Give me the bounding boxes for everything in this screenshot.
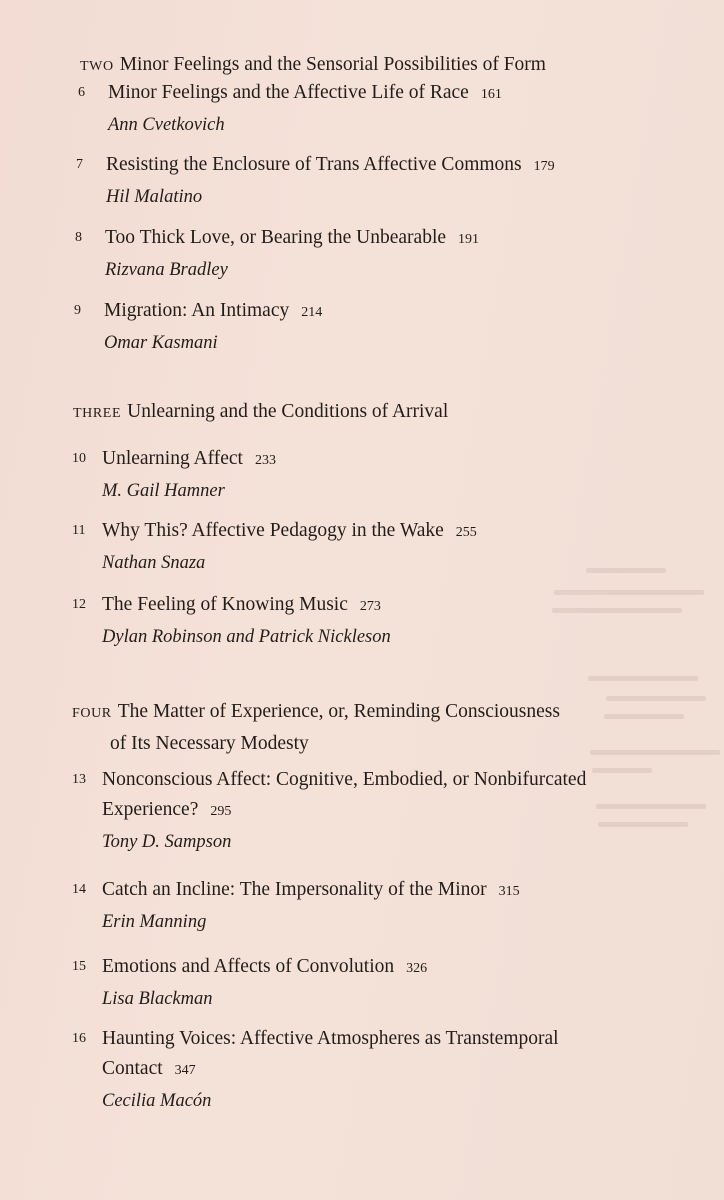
chapter-title-continued: Experience? bbox=[102, 799, 199, 820]
chapter-number: 7 bbox=[76, 157, 83, 172]
chapter-title: Resisting the Enclosure of Trans Affective Commons bbox=[106, 154, 522, 175]
chapter-number: 14 bbox=[72, 882, 86, 897]
chapter-number: 8 bbox=[75, 230, 82, 245]
chapter-number: 13 bbox=[72, 772, 86, 787]
part-label: TWO bbox=[80, 59, 114, 74]
chapter-title: Why This? Affective Pedagogy in the Wake bbox=[102, 520, 444, 541]
chapter-title-continued: Contact bbox=[102, 1058, 163, 1079]
chapter-author: Cecilia Macón bbox=[102, 1091, 212, 1111]
chapter-author: Dylan Robinson and Patrick Nickleson bbox=[102, 627, 391, 647]
chapter-number: 6 bbox=[78, 85, 85, 100]
part-label: THREE bbox=[73, 406, 122, 421]
part-title: The Matter of Experience, or, Reminding Consciousness bbox=[117, 701, 560, 722]
page-number: 191 bbox=[458, 232, 480, 247]
chapter-author: Hil Malatino bbox=[106, 187, 203, 207]
page-number: 255 bbox=[455, 525, 477, 540]
chapter-author: Ann Cvetkovich bbox=[108, 115, 225, 135]
page-number: 161 bbox=[480, 87, 502, 102]
chapter-title: Nonconscious Affect: Cognitive, Embodied, or Nonbifurcated bbox=[102, 769, 587, 790]
chapter-number: 11 bbox=[72, 523, 86, 538]
chapter-number: 16 bbox=[72, 1031, 86, 1046]
page-number: 273 bbox=[359, 599, 381, 614]
page-number: 214 bbox=[301, 305, 323, 320]
chapter-author: Erin Manning bbox=[102, 912, 207, 932]
page-number: 179 bbox=[533, 159, 555, 174]
chapter-author: Nathan Snaza bbox=[102, 553, 206, 573]
part-label: FOUR bbox=[72, 706, 112, 721]
part-title: Minor Feelings and the Sensorial Possibilities of Form bbox=[119, 54, 546, 75]
chapter-number: 12 bbox=[72, 597, 86, 612]
chapter-title: Minor Feelings and the Affective Life of Race bbox=[108, 82, 469, 103]
page-number: 326 bbox=[406, 961, 428, 976]
chapter-author: Tony D. Sampson bbox=[102, 832, 232, 852]
page-number: 347 bbox=[174, 1063, 196, 1078]
chapter-title: Unlearning Affect bbox=[102, 448, 243, 469]
chapter-number: 9 bbox=[74, 303, 81, 318]
chapter-title: Migration: An Intimacy bbox=[104, 300, 290, 321]
chapter-number: 15 bbox=[72, 959, 86, 974]
page-number: 295 bbox=[210, 804, 232, 819]
chapter-number: 10 bbox=[72, 451, 86, 466]
page-number: 233 bbox=[254, 453, 276, 468]
part-title: Unlearning and the Conditions of Arrival bbox=[127, 401, 449, 422]
chapter-author: Rizvana Bradley bbox=[105, 260, 228, 280]
part-heading-four bbox=[72, 697, 560, 759]
page-number: 315 bbox=[498, 884, 520, 899]
part-title-continued: of Its Necessary Modesty bbox=[110, 733, 309, 754]
chapter-title: Too Thick Love, or Bearing the Unbearable bbox=[105, 227, 447, 248]
chapter-author: Lisa Blackman bbox=[102, 989, 213, 1009]
chapter-title: Haunting Voices: Affective Atmospheres as Transtemporal bbox=[102, 1028, 559, 1049]
chapter-author: Omar Kasmani bbox=[104, 333, 218, 353]
part-heading-three bbox=[73, 397, 448, 429]
chapter-title: Catch an Incline: The Impersonality of the Minor bbox=[102, 879, 487, 900]
chapter-title: The Feeling of Knowing Music bbox=[102, 594, 348, 615]
chapter-title: Emotions and Affects of Convolution bbox=[102, 956, 395, 977]
chapter-author: M. Gail Hamner bbox=[102, 481, 225, 501]
